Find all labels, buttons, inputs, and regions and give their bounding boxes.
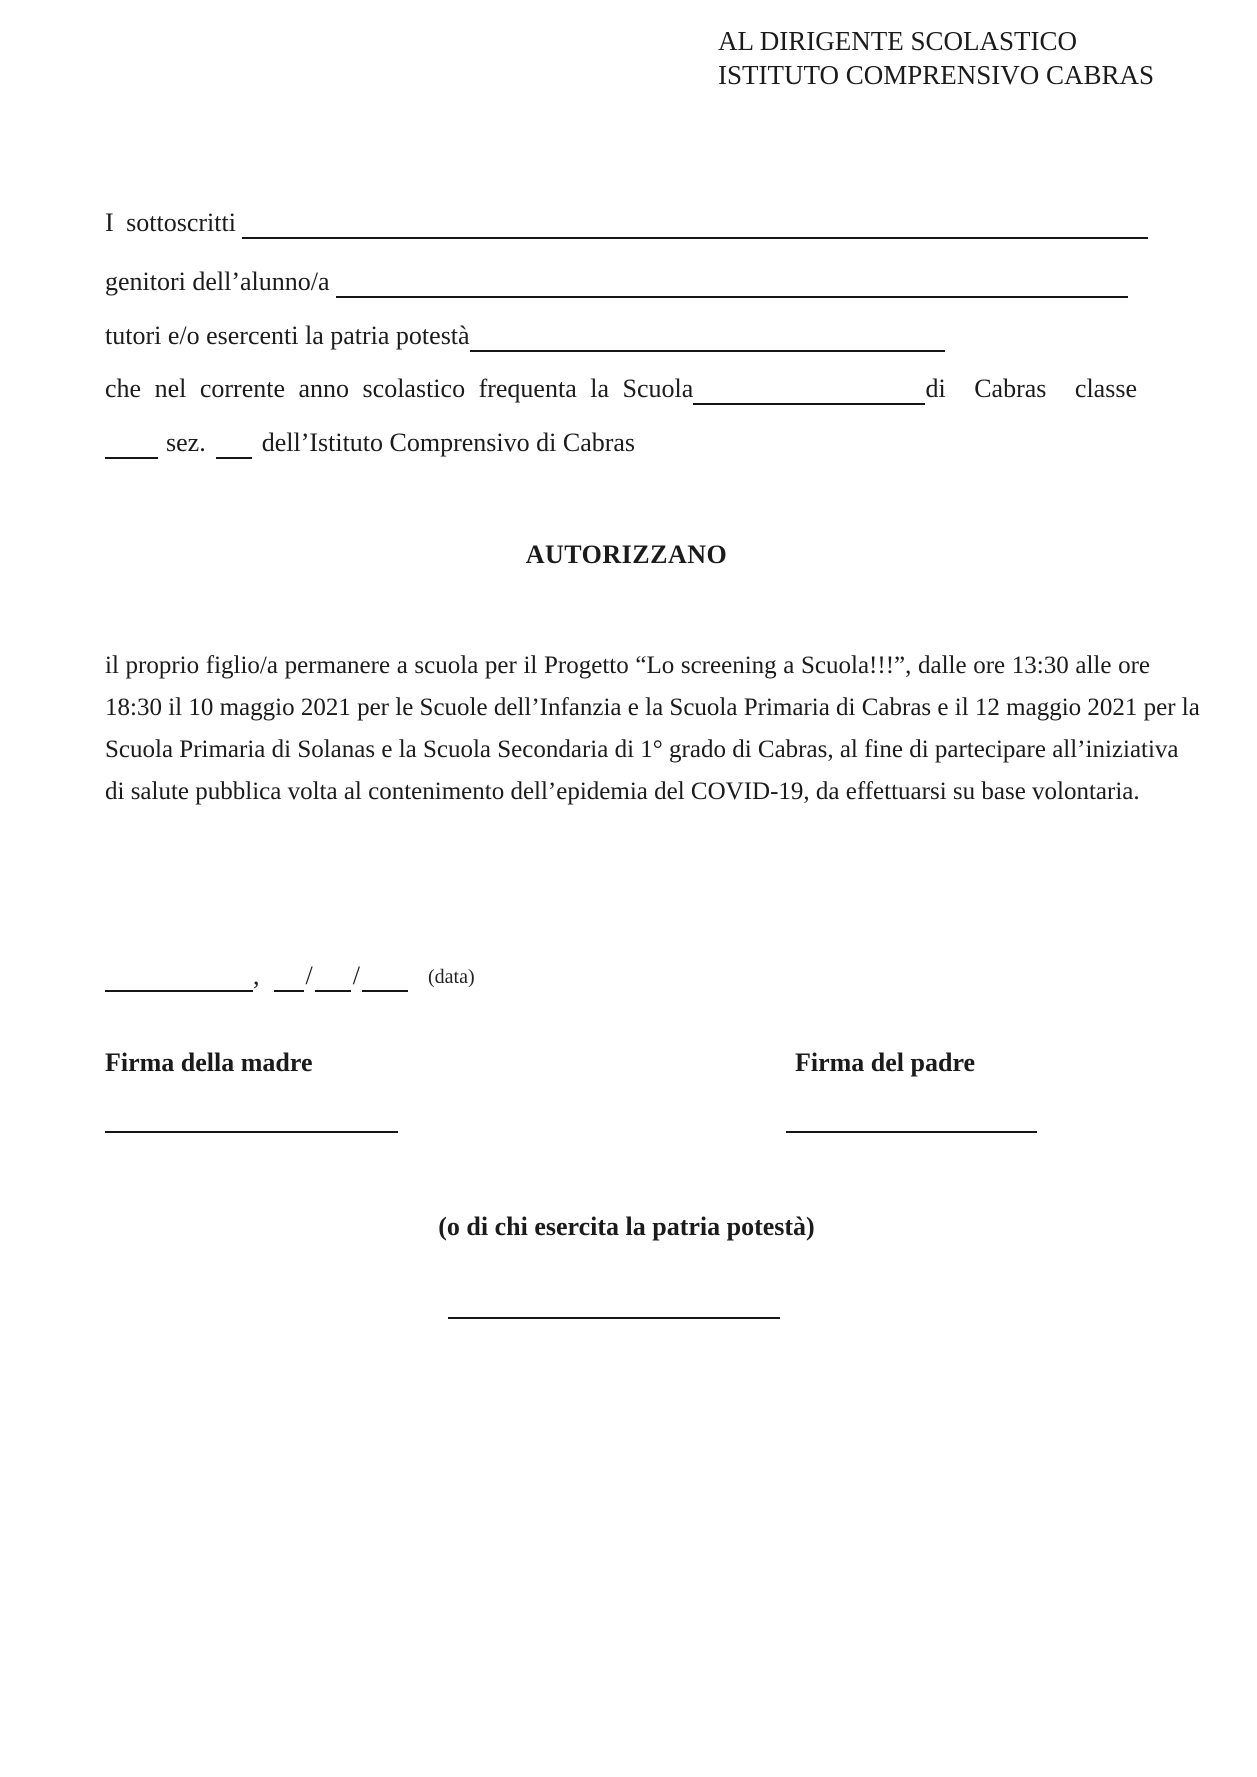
scuola-blank-underline xyxy=(693,397,925,405)
form-line-genitori xyxy=(105,260,1148,298)
month-blank-underline xyxy=(315,984,351,992)
paragraph-line-2: 18:30 il 10 maggio 2021 per le Scuole dell’Infanzia e la Scuola Primaria di Cabras e il 12 maggio 2021 per la xyxy=(105,694,1200,721)
tutori-label: tutori e/o esercenti la patria potestà xyxy=(105,321,470,350)
istituto-label: dell’Istituto Comprensivo di Cabras xyxy=(261,428,636,457)
genitori-blank-underline xyxy=(336,290,1128,298)
tutori-blank-underline xyxy=(470,344,945,352)
genitori-label: genitori dell’alunno/a xyxy=(105,267,330,296)
day-blank-underline xyxy=(274,984,304,992)
form-line-sezione xyxy=(105,421,1148,459)
sottoscritti-blank-underline xyxy=(242,231,1148,239)
signature-label-guardian: (o di chi esercita la patria potestà) xyxy=(438,1212,815,1241)
form-line-tutori xyxy=(105,314,1148,352)
year-blank-underline xyxy=(362,984,408,992)
guardian-signature-line xyxy=(448,1317,780,1319)
recipient-line-1: AL DIRIGENTE SCOLASTICO xyxy=(718,26,1077,56)
signature-label-mother: Firma della madre xyxy=(105,1048,313,1077)
signature-label-father: Firma del padre xyxy=(795,1048,976,1077)
classe-blank-underline xyxy=(105,451,158,459)
frequenta-suffix-label: di Cabras classe xyxy=(925,374,1137,403)
paragraph-line-4: di salute pubblica volta al contenimento dell’epidemia del COVID-19, da effettuarsi su base volontaria. xyxy=(105,778,1140,805)
place-and-date-line xyxy=(105,954,1148,992)
form-line-sottoscritti xyxy=(105,201,1148,239)
sottoscritti-label: I sottoscritti xyxy=(105,208,236,237)
comma-separator: , xyxy=(253,961,260,990)
form-line-frequenta xyxy=(105,367,1148,405)
mother-signature-line xyxy=(105,1131,398,1133)
sez-blank-underline xyxy=(216,451,252,459)
place-blank-underline xyxy=(105,984,253,992)
signature-labels-row xyxy=(105,1044,1148,1078)
paragraph-line-3: Scuola Primaria di Solanas e la Scuola Secondaria di 1° grado di Cabras, al fine di partecipare all’iniziativa xyxy=(105,736,1179,763)
date-slash-2: / xyxy=(352,961,360,990)
recipient-address xyxy=(718,24,1154,92)
frequenta-prefix-label: che nel corrente anno scolastico frequenta la Scuola xyxy=(105,374,694,403)
date-caption: (data) xyxy=(427,966,475,988)
date-slash-1: / xyxy=(305,961,313,990)
paragraph-line-1: il proprio figlio/a permanere a scuola per il Progetto “Lo screening a Scuola!!!”, dalle ore 13:30 alle ore xyxy=(105,652,1150,679)
sez-label: sez. xyxy=(166,428,206,457)
recipient-line-2: ISTITUTO COMPRENSIVO CABRAS xyxy=(718,60,1155,90)
father-signature-line xyxy=(786,1131,1037,1133)
section-heading-autorizzano: AUTORIZZANO xyxy=(525,540,728,569)
authorization-paragraph xyxy=(105,645,1200,813)
